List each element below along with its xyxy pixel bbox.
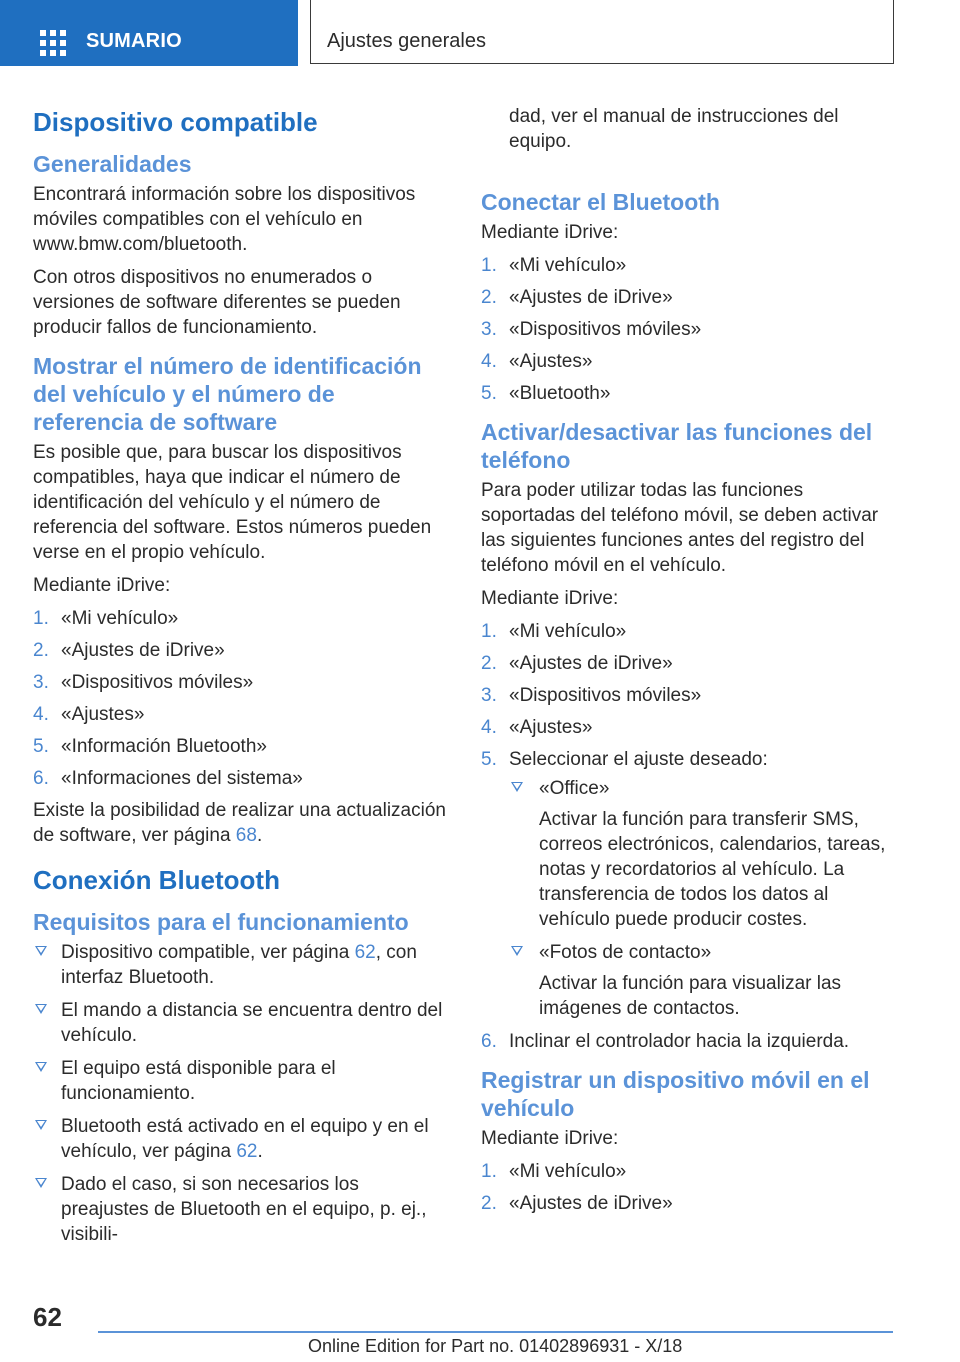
page-link-62[interactable]: 62 [354,942,376,963]
right-column-main [481,176,901,1223]
step-text: «Dispositivos móviles» [509,319,702,340]
option-description: Activar la función para visualizar las imágenes de contactos. [539,973,842,1019]
heading-conectar-bluetooth: Conectar el Bluetooth [481,189,720,215]
sublist-options [509,776,901,1021]
page-link-68[interactable]: 68 [235,825,257,846]
list-item [481,683,901,708]
mediante-idrive-label: Mediante iDrive: [481,588,619,609]
paragraph-generalidades-1: Encontrará información sobre los dispositivos móviles compatibles con el vehículo en www.bmw.com/bluetooth. [33,184,416,255]
step-number: 1. [481,621,497,642]
list-item [33,1056,448,1106]
step-number: 5. [481,383,497,404]
step-text: «Ajustes de iDrive» [509,653,673,674]
list-item [481,651,901,676]
list-item [33,1114,448,1164]
triangle-bullet-icon [35,1178,47,1188]
sumario-label: SUMARIO [86,30,182,52]
list-item [481,253,901,278]
step-text: Seleccionar el ajuste deseado: [509,749,768,770]
paragraph-mostrar: Es posible que, para buscar los dispositivos compatibles, haya que indicar el número de identificación del vehículo y el número de referencia del software. Estos números pueden verse en el propio vehículo. [33,442,432,563]
step-number: 4. [481,717,497,738]
update-text-end: . [256,825,263,846]
triangle-bullet-icon [511,782,523,792]
step-number: 6. [481,1031,497,1052]
step-number: 2. [481,287,497,308]
heading-conexion-bluetooth: Conexión Bluetooth [33,865,280,895]
mediante-idrive-label: Mediante iDrive: [33,575,171,596]
heading-dispositivo-compatible: Dispositivo compatible [33,107,318,137]
step-number: 2. [481,1193,497,1214]
page-number: 62 [33,1302,62,1332]
chapter-title: Ajustes generales [327,30,486,52]
step-text: «Mi vehículo» [509,255,627,276]
sumario-button[interactable] [0,0,298,66]
list-item [33,638,448,663]
list-item [509,776,901,932]
step-text: «Dispositivos móviles» [509,685,702,706]
req-text-end: , con interfaz Bluetooth. [61,942,417,988]
steps-list-connect [481,253,901,406]
step-text: «Ajustes de iDrive» [509,287,673,308]
list-item [33,734,448,759]
footer-divider [98,1331,893,1333]
list-item [481,1029,901,1054]
list-item [33,670,448,695]
step-number: 1. [481,1161,497,1182]
mediante-idrive-label: Mediante iDrive: [481,1128,619,1149]
steps-list-functions [481,619,901,1054]
heading-activar-desactivar: Activar/desactivar las funciones del teléfono [481,419,873,473]
step-text: Inclinar el controlador hacia la izquierda. [509,1031,850,1052]
update-text: Existe la posibilidad de realizar una actualización de software, ver página [33,800,446,846]
step-text: «Ajustes» [509,351,593,372]
option-title: «Office» [539,778,610,799]
requirements-list [33,940,448,1247]
triangle-bullet-icon [35,1004,47,1014]
paragraph-generalidades-2: Con otros dispositivos no enumerados o versiones de software diferentes se pueden producir fallos de funcionamiento. [33,267,401,338]
triangle-bullet-icon [35,1062,47,1072]
step-text: «Dispositivos móviles» [61,672,254,693]
list-item [33,940,448,990]
chapter-header [310,0,894,64]
heading-mostrar-numero: Mostrar el número de identificación del vehículo y el número de referencia de software [33,353,422,435]
steps-list-info [33,606,448,791]
steps-list-register [481,1159,901,1216]
grid-icon [40,30,66,56]
step-text: «Ajustes de iDrive» [509,1193,673,1214]
option-description: Activar la función para transferir SMS, correos electrónicos, calendarios, tareas, notas y recordatorios al vehículo. La transferencia de todos los datos al vehículo puede producir costes. [539,809,886,930]
top-bar [0,0,960,66]
step-number: 2. [481,653,497,674]
option-title: «Fotos de contacto» [539,942,712,963]
step-number: 4. [481,351,497,372]
req-text-end: . [257,1141,263,1162]
heading-requisitos: Requisitos para el funcionamiento [33,909,409,935]
step-text: «Bluetooth» [509,383,611,404]
step-number: 2. [33,640,49,661]
list-item [481,715,901,740]
footer-edition: Online Edition for Part no. 01402896931 - X/18 [308,1336,683,1356]
mediante-idrive-label: Mediante iDrive: [481,222,619,243]
list-item [33,702,448,727]
list-item [481,349,901,374]
step-text: «Mi vehículo» [509,1161,627,1182]
step-text: «Informaciones del sistema» [61,768,303,789]
req-text: El equipo está disponible para el funcionamiento. [61,1058,336,1104]
triangle-bullet-icon [35,946,47,956]
step-number: 4. [33,704,49,725]
req-text: Bluetooth está activado en el equipo y en el vehículo, ver página [61,1116,429,1162]
step-number: 3. [481,319,497,340]
step-number: 6. [33,768,49,789]
step-number: 5. [481,749,497,770]
triangle-bullet-icon [35,1120,47,1130]
heading-registrar-dispositivo: Registrar un dispositivo móvil en el vehículo [481,1067,870,1121]
paragraph-update [33,798,448,848]
heading-generalidades: Generalidades [33,151,192,177]
list-item [33,606,448,631]
list-item [481,1159,901,1184]
step-text: «Mi vehículo» [61,608,179,629]
list-item [481,619,901,644]
page-link-62[interactable]: 62 [236,1141,258,1162]
list-item [33,1172,448,1247]
step-number: 3. [481,685,497,706]
step-text: «Ajustes» [509,717,593,738]
step-text: «Ajustes» [61,704,145,725]
paragraph-continued: dad, ver el manual de instrucciones del equipo. [509,106,839,152]
step-number: 5. [33,736,49,757]
triangle-bullet-icon [511,946,523,956]
list-item [481,381,901,406]
right-column [481,104,901,168]
step-number: 1. [481,255,497,276]
list-item [33,766,448,791]
step-text: «Ajustes de iDrive» [61,640,225,661]
left-column [33,100,448,1255]
list-item [33,998,448,1048]
list-item [481,285,901,310]
step-number: 3. [33,672,49,693]
req-text: Dado el caso, si son necesarios los preajustes de Bluetooth en el equipo, p. ej., visibili- [61,1174,427,1245]
list-item [481,317,901,342]
list-item [481,1191,901,1216]
list-item [481,747,901,1021]
step-text: «Información Bluetooth» [61,736,267,757]
paragraph-activar: Para poder utilizar todas las funciones soportadas del teléfono móvil, se deben activar las siguientes funciones antes del registro del teléfono móvil en el vehículo. [481,480,879,576]
step-text: «Mi vehículo» [509,621,627,642]
req-text: Dispositivo compatible, ver página [61,942,355,963]
step-number: 1. [33,608,49,629]
list-item [509,940,901,1021]
req-text: El mando a distancia se encuentra dentro del vehículo. [61,1000,443,1046]
